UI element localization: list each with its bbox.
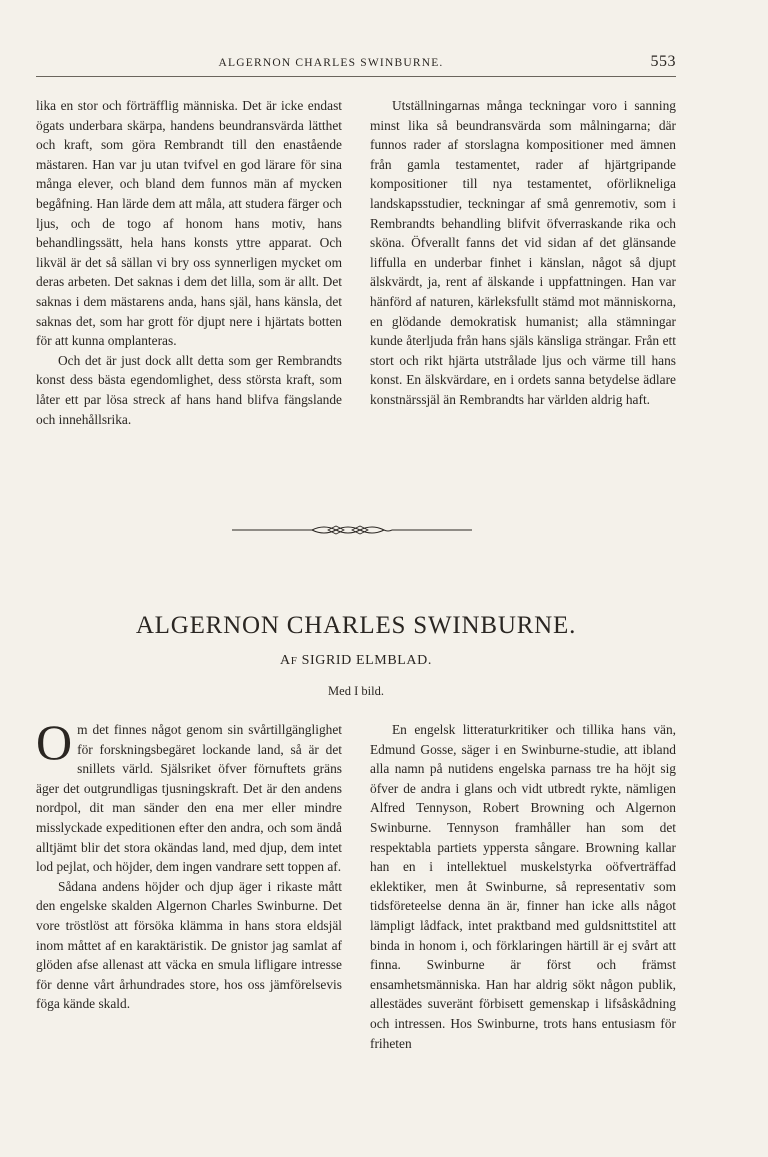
illustration-note: Med I bild. xyxy=(328,684,384,698)
article-title: ALGERNON CHARLES SWINBURNE. xyxy=(135,612,577,639)
running-head xyxy=(36,53,676,77)
body-paragraph: Utställningarnas många teckningar voro i sanning minst lika så beundransvärda som målningarna; där funnos rader af storslagna kompositioner med ämnen från gamla testamentet, rader af hjärtgripande kompositioner till nya testamentet, oförlikneliga landskapsstudier, teckningar af små genremotiv, som i Rembrandts behandling blifvit öfverraskande rika och sköna. Öfverallt fanns det vid sidan af det glänsande liffulla en underbar finhet i känslan, något så djupt älskvärdt, ja, rent af älskande i uppfattningen. Han var hänförd af naturen, kärleksfullt stämd mot människorna, en glödande demokratisk humanist; alla stämningar kunde återljuda från hans själs känsliga strängar. Från ett stort och rikt hjärta utstrålade ljus och värme till hans konst. En älskvärdare, en i ordets sanna betydelse ädlare konstnärssjäl än Rembrandts har världen aldrig haft. xyxy=(370,98,676,407)
body-paragraph: En engelsk litteraturkritiker och tillika hans vän, Edmund Gosse, säger i en Swinburne-studie, att ibland alla namn på nutidens engelska parnass tre ha höjt sig öfver de andra i glans och vidt utbredt rykte, nämligen Alfred Tennyson, Robert Browning och Algernon Swinburne. Tennyson framhåller han som det respektabla partiets yppersta sångare. Browning kallar han en i intellektuel muskelstyrka oöfverträffad eklektiker, men åt Swinburne, så representativ som tidsföreteelse denna än är, finner han icke alls något lämpligt lådfack, intet praktband med guldsnittstitel att binda in honom i, och förklaringen härtill är ej svårt att finna. Swinburne är först och främst ensamhetsmänniska. Han har aldrig sökt någon publik, allestädes suveränt förbisett gemenskap i lifsåskådning och intressen. Hos Swinburne, trots hans entusiasm för friheten xyxy=(370,722,676,1051)
previous-article-left-column xyxy=(36,96,342,429)
byline-prefix-rest: F xyxy=(290,655,298,667)
ornament-divider xyxy=(232,522,472,538)
body-paragraph: lika en stor och förträfflig människa. Det är icke endast ögats underbara skärpa, handens beundransvärda lätthet och kraft, som göra Rembrandt till den enastående mästaren. Han var ju utan tvifvel en god lärare för sina många elever, och bland dem funnos män af mycken begåfning. Han lärde dem att måla, att studera färger och ljus, och de togo af honom hans motiv, hans behandlingssätt, hela hans konsts yttre apparat. Och likväl är det så sällan vi bry oss synnerligen mycket om deras arbeten. Det saknas i dem det lilla, som är allt. Det saknas i dem mästarens anda, hans själ, hans känsla, det saknas det, som har grott för djupt nere i hjärtats botten för att kunna omplanteras. xyxy=(36,98,342,349)
byline-prefix-initial: A xyxy=(280,653,291,668)
body-paragraph: Sådana andens höjder och djup äger i rikaste mått den engelske skalden Algernon Charles Swinburne. Det vore tröstlöst att försöka klämma in hans stora eldsjäl inom måttet af en karaktäristik. De gnistor jag samlat af glöden afse allenast att väcka en smula lifligare intresse för denne vårt århundrades store, hos oss jämförelsevis föga kände skald. xyxy=(36,878,342,1012)
running-title: ALGERNON CHARLES SWINBURNE. xyxy=(218,57,444,69)
article-left-column xyxy=(36,714,342,1014)
previous-article-right-column xyxy=(370,96,676,410)
body-paragraph: Och det är just dock allt detta som ger Rembrandts konst dess bästa egendomlighet, dess största kraft, som låter ett par lösa streck af hans hand blifva fängslande och innehållsrika. xyxy=(36,352,342,427)
drop-cap: O xyxy=(36,714,73,770)
byline xyxy=(36,653,676,669)
byline-author: SIGRID ELMBLAD. xyxy=(301,653,432,668)
page-number: 553 xyxy=(650,53,676,70)
opening-paragraph xyxy=(36,714,342,877)
opening-paragraph-text: m det finnes något genom sin svårtillgänglighet för forskningsbegäret lockande land, så är det snillets värld. Själsriket öfver förnuftets gräns äger det outgrundligas tjusningskraft. Det är den andens nordpol, dit man sänder den ena mer eller mindre misslyckade expeditionen efter den andra, och som ändå alltjämt blir det stora okändas land, med djup, dem intet lod pejlat, och höjder, dem ingen vandrare sett toppen af. xyxy=(36,722,342,875)
article-right-column xyxy=(370,720,676,1053)
